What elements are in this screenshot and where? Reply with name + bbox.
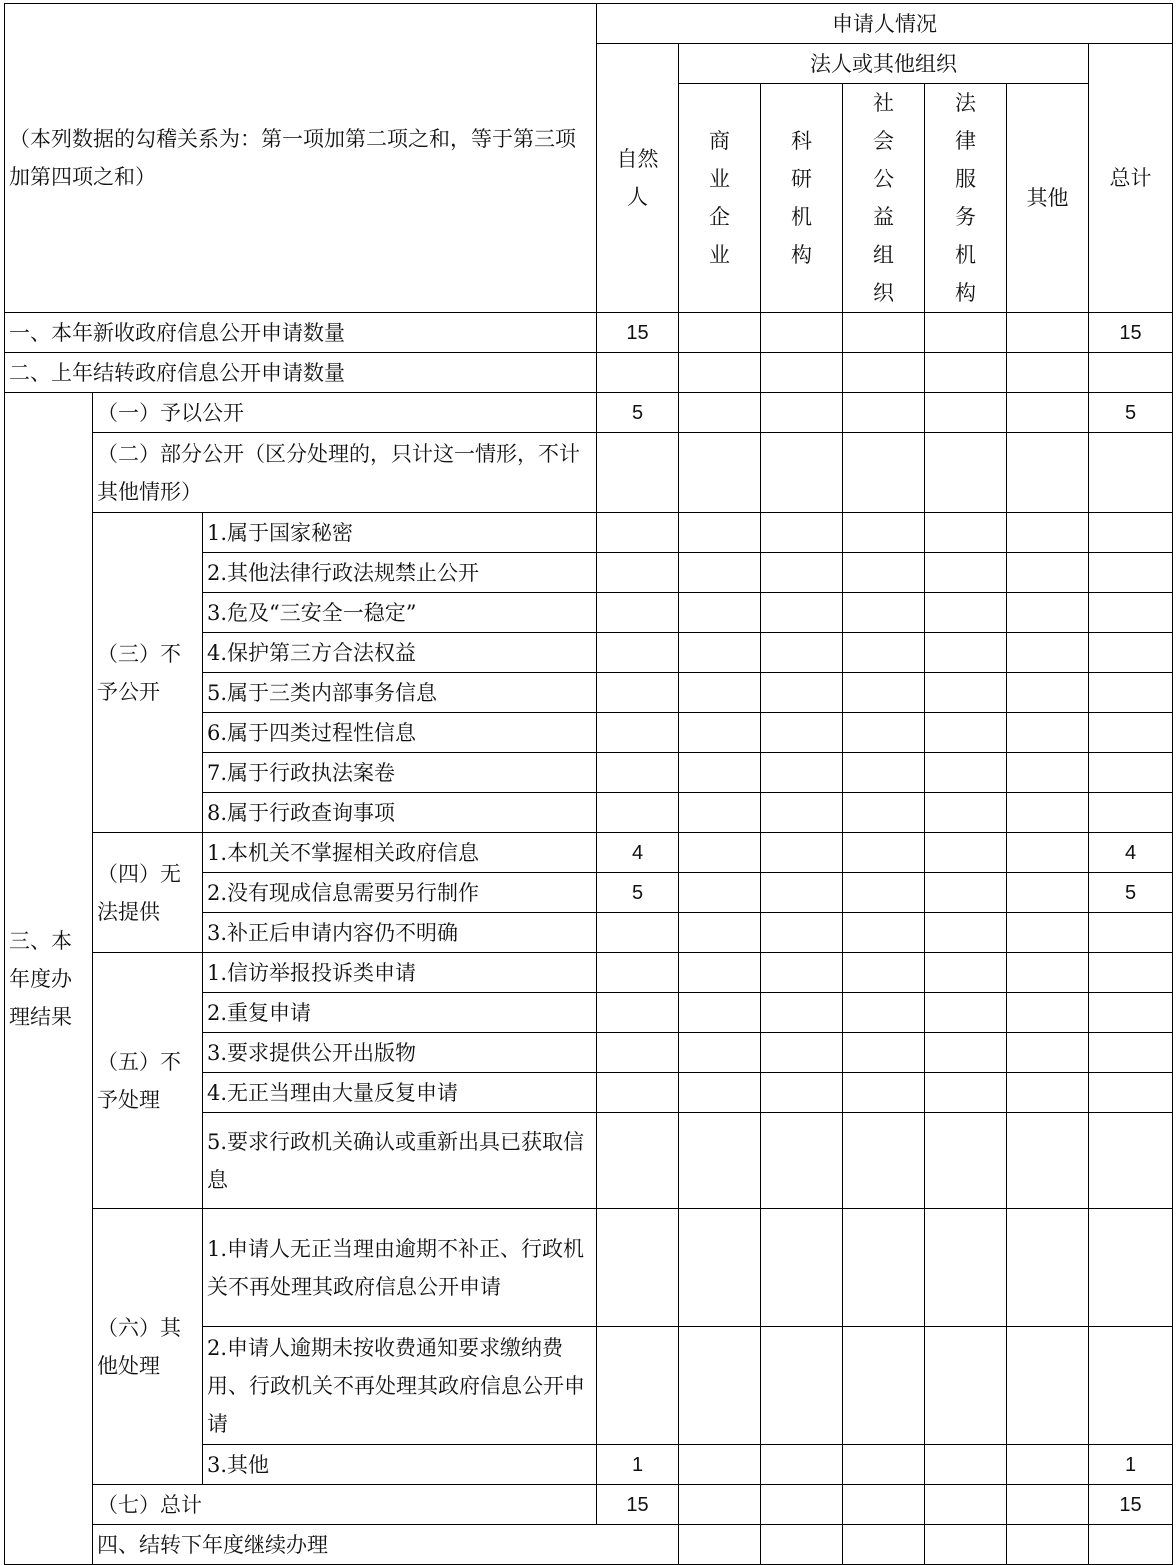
cell-empty — [1089, 673, 1173, 713]
cell-empty — [1007, 793, 1089, 833]
cell-empty — [679, 593, 761, 633]
cell-empty — [843, 953, 925, 993]
cell-empty — [843, 793, 925, 833]
cell-empty — [761, 753, 843, 793]
cell-empty — [843, 753, 925, 793]
cell-empty — [679, 1209, 761, 1327]
cell-total: 4 — [1089, 833, 1173, 873]
cell-empty — [679, 833, 761, 873]
cell-empty — [1007, 433, 1089, 513]
cell-empty — [925, 1073, 1007, 1113]
cell-empty — [597, 1033, 679, 1073]
cell-total — [1089, 353, 1173, 393]
cell-natural: 15 — [597, 1485, 679, 1525]
cell-empty — [1089, 753, 1173, 793]
item-label: 3.补正后申请内容仍不明确 — [203, 913, 597, 953]
group-6-label: （六）其他处理 — [93, 1209, 203, 1485]
cell-empty — [679, 313, 761, 353]
cell-empty — [1007, 753, 1089, 793]
cell-empty — [1089, 633, 1173, 673]
cell-empty — [925, 913, 1007, 953]
cell-empty — [761, 1209, 843, 1327]
cell-empty — [1007, 993, 1089, 1033]
cell-empty — [679, 633, 761, 673]
cell-empty — [679, 913, 761, 953]
item-label: 5.属于三类内部事务信息 — [203, 673, 597, 713]
cell-empty — [679, 1073, 761, 1113]
cell-empty — [843, 993, 925, 1033]
cell-empty — [1007, 1525, 1089, 1565]
cell-empty — [679, 1033, 761, 1073]
cell-empty — [597, 553, 679, 593]
cell-empty — [761, 1327, 843, 1445]
cell-empty — [597, 1113, 679, 1209]
cell-empty — [1007, 713, 1089, 753]
item-label: 1.属于国家秘密 — [203, 513, 597, 553]
row-label: 一、本年新收政府信息公开申请数量 — [5, 313, 597, 353]
cell-empty — [761, 1525, 843, 1565]
cell-empty — [1007, 633, 1089, 673]
cell-empty — [925, 393, 1007, 433]
item-label: 2.重复申请 — [203, 993, 597, 1033]
table-row — [5, 353, 1173, 393]
cell-empty — [1089, 553, 1173, 593]
cell-empty — [679, 713, 761, 753]
cell-empty — [1007, 873, 1089, 913]
cell-empty — [1007, 1073, 1089, 1113]
item-label: 2.没有现成信息需要另行制作 — [203, 873, 597, 913]
cell-natural — [597, 913, 679, 953]
cell-empty — [925, 1113, 1007, 1209]
gov-info-disclosure-table — [4, 3, 1173, 1565]
cell-empty — [843, 313, 925, 353]
cell-natural — [597, 353, 679, 393]
cell-empty — [761, 353, 843, 393]
cell-empty — [843, 1113, 925, 1209]
cell-empty — [1007, 513, 1089, 553]
cell-empty — [597, 713, 679, 753]
cell-empty — [843, 353, 925, 393]
item-label: 3.其他 — [203, 1445, 597, 1485]
item-label: 1.申请人无正当理由逾期不补正、行政机关不再处理其政府信息公开申请 — [203, 1209, 597, 1327]
cell-natural: 5 — [597, 393, 679, 433]
cell-empty — [1007, 673, 1089, 713]
cell-empty — [925, 793, 1007, 833]
cell-natural — [597, 1327, 679, 1445]
cell-empty — [925, 433, 1007, 513]
cell-empty — [761, 593, 843, 633]
item-label: 5.要求行政机关确认或重新出具已获取信息 — [203, 1113, 597, 1209]
header-legal-org: 法人或其他组织 — [679, 44, 1089, 84]
cell-natural: 5 — [597, 873, 679, 913]
cell-empty — [1089, 513, 1173, 553]
table-row — [5, 1209, 1173, 1327]
cell-empty — [761, 1073, 843, 1113]
item-label: 8.属于行政查询事项 — [203, 793, 597, 833]
item-label: 7.属于行政执法案卷 — [203, 753, 597, 793]
group-1-label: （一）予以公开 — [93, 393, 597, 433]
cell-empty — [679, 1327, 761, 1445]
cell-empty — [1007, 393, 1089, 433]
cell-empty — [925, 673, 1007, 713]
header-commercial-text: 商业企业 — [709, 129, 730, 267]
header-commercial — [679, 84, 761, 313]
report-container — [4, 3, 1173, 1565]
header-other: 其他 — [1007, 84, 1089, 313]
cell-empty — [761, 953, 843, 993]
header-applicant-situation: 申请人情况 — [597, 4, 1173, 44]
header-legal-service-text: 法律服务机构 — [955, 91, 976, 305]
header-research-text: 科研机构 — [791, 129, 812, 267]
cell-empty — [925, 353, 1007, 393]
cell-empty — [761, 833, 843, 873]
cell-empty — [925, 1033, 1007, 1073]
cell-empty — [925, 593, 1007, 633]
cell-empty — [761, 433, 843, 513]
cell-empty — [843, 673, 925, 713]
cell-empty — [1007, 1113, 1089, 1209]
header-social-text: 社会公益组织 — [873, 91, 894, 305]
cell-empty — [679, 353, 761, 393]
cell-empty — [597, 673, 679, 713]
group-3-label: （三）不予公开 — [93, 513, 203, 833]
cell-empty — [1089, 1113, 1173, 1209]
cell-empty — [1089, 1073, 1173, 1113]
cell-empty — [843, 553, 925, 593]
cell-empty — [843, 1485, 925, 1525]
table-note-text: （本列数据的勾稽关系为：第一项加第二项之和，等于第三项加第四项之和） — [9, 127, 576, 189]
cell-total — [1089, 913, 1173, 953]
cell-empty — [679, 1485, 761, 1525]
cell-empty — [597, 1073, 679, 1113]
cell-empty — [1007, 953, 1089, 993]
item-label: 2.其他法律行政法规禁止公开 — [203, 553, 597, 593]
row-label: 二、上年结转政府信息公开申请数量 — [5, 353, 597, 393]
cell-empty — [761, 873, 843, 913]
item-label: 3.危及“三安全一稳定” — [203, 593, 597, 633]
cell-empty — [925, 313, 1007, 353]
cell-empty — [925, 553, 1007, 593]
cell-empty — [925, 1445, 1007, 1485]
header-legal-service — [925, 84, 1007, 313]
item-label: 1.信访举报投诉类申请 — [203, 953, 597, 993]
cell-empty — [1007, 1209, 1089, 1327]
cell-empty — [843, 873, 925, 913]
cell-empty — [679, 993, 761, 1033]
cell-empty — [843, 833, 925, 873]
cell-empty — [843, 1525, 925, 1565]
cell-empty — [679, 793, 761, 833]
item-label: 3.要求提供公开出版物 — [203, 1033, 597, 1073]
cell-empty — [843, 1209, 925, 1327]
cell-empty — [843, 913, 925, 953]
group-5-label: （五）不予处理 — [93, 953, 203, 1209]
cell-empty — [1089, 953, 1173, 993]
cell-empty — [925, 1327, 1007, 1445]
item-label: 4.无正当理由大量反复申请 — [203, 1073, 597, 1113]
cell-empty — [679, 1445, 761, 1485]
cell-empty — [1089, 793, 1173, 833]
cell-natural — [679, 1525, 761, 1565]
cell-empty — [679, 953, 761, 993]
row-label: 四、结转下年度继续办理 — [93, 1525, 679, 1565]
cell-natural: 15 — [597, 313, 679, 353]
cell-empty — [925, 953, 1007, 993]
cell-empty — [761, 393, 843, 433]
cell-total: 5 — [1089, 393, 1173, 433]
cell-empty — [761, 313, 843, 353]
item-label: 1.本机关不掌握相关政府信息 — [203, 833, 597, 873]
header-natural-person — [597, 44, 679, 313]
cell-empty — [761, 633, 843, 673]
cell-empty — [925, 1209, 1007, 1327]
cell-empty — [1007, 1445, 1089, 1485]
table-row — [5, 433, 1173, 513]
cell-empty — [925, 513, 1007, 553]
cell-natural: 1 — [597, 1445, 679, 1485]
cell-empty — [843, 513, 925, 553]
cell-empty — [597, 953, 679, 993]
cell-empty — [1089, 1033, 1173, 1073]
cell-empty — [761, 673, 843, 713]
cell-empty — [843, 1073, 925, 1113]
cell-empty — [597, 633, 679, 673]
table-row — [5, 833, 1173, 873]
cell-empty — [1007, 1033, 1089, 1073]
cell-empty — [1007, 1327, 1089, 1445]
cell-total — [1089, 1209, 1173, 1327]
cell-empty — [597, 993, 679, 1033]
cell-empty — [761, 1485, 843, 1525]
section-3-label — [5, 393, 93, 1565]
cell-empty — [761, 513, 843, 553]
cell-empty — [925, 753, 1007, 793]
cell-empty — [679, 553, 761, 593]
cell-empty — [597, 593, 679, 633]
header-social — [843, 84, 925, 313]
cell-empty — [925, 1485, 1007, 1525]
cell-empty — [1089, 1525, 1173, 1565]
cell-empty — [761, 1445, 843, 1485]
cell-empty — [925, 873, 1007, 913]
item-label: 4.保护第三方合法权益 — [203, 633, 597, 673]
table-row — [5, 513, 1173, 553]
cell-empty — [679, 673, 761, 713]
cell-empty — [1007, 833, 1089, 873]
table-row — [5, 393, 1173, 433]
cell-empty — [925, 833, 1007, 873]
cell-empty — [679, 393, 761, 433]
table-row — [5, 313, 1173, 353]
cell-empty — [679, 753, 761, 793]
table-note — [5, 4, 597, 313]
cell-empty — [843, 593, 925, 633]
cell-total — [1089, 1327, 1173, 1445]
table-row — [5, 1525, 1173, 1565]
cell-empty — [1007, 553, 1089, 593]
cell-empty — [843, 433, 925, 513]
cell-empty — [761, 1113, 843, 1209]
cell-empty — [1089, 433, 1173, 513]
cell-empty — [1007, 1485, 1089, 1525]
cell-empty — [679, 433, 761, 513]
cell-empty — [761, 553, 843, 593]
cell-empty — [597, 513, 679, 553]
cell-empty — [1007, 913, 1089, 953]
group-7-label: （七）总计 — [93, 1485, 597, 1525]
cell-empty — [761, 793, 843, 833]
cell-empty — [843, 633, 925, 673]
header-research — [761, 84, 843, 313]
cell-empty — [843, 1033, 925, 1073]
cell-empty — [679, 513, 761, 553]
cell-total: 15 — [1089, 1485, 1173, 1525]
header-total: 总计 — [1089, 44, 1173, 313]
header-natural-person-text: 自然人 — [616, 147, 659, 209]
cell-empty — [843, 1327, 925, 1445]
cell-empty — [843, 393, 925, 433]
cell-empty — [843, 713, 925, 753]
cell-empty — [1089, 993, 1173, 1033]
item-label: 2.申请人逾期未按收费通知要求缴纳费用、行政机关不再处理其政府信息公开申请 — [203, 1327, 597, 1445]
section-3-label-text: 三、本年度办理结果 — [9, 928, 72, 1029]
cell-empty — [679, 1113, 761, 1209]
cell-empty — [761, 713, 843, 753]
table-row — [5, 953, 1173, 993]
cell-empty — [1007, 353, 1089, 393]
cell-empty — [1089, 713, 1173, 753]
table-row — [5, 1485, 1173, 1525]
cell-empty — [597, 793, 679, 833]
cell-empty — [925, 633, 1007, 673]
cell-empty — [843, 1445, 925, 1485]
cell-empty — [925, 1525, 1007, 1565]
cell-empty — [1007, 313, 1089, 353]
group-4-label: （四）无法提供 — [93, 833, 203, 953]
cell-empty — [761, 1033, 843, 1073]
cell-empty — [1007, 593, 1089, 633]
cell-total: 1 — [1089, 1445, 1173, 1485]
group-2-label: （二）部分公开（区分处理的，只计这一情形，不计其他情形） — [93, 433, 597, 513]
cell-empty — [679, 873, 761, 913]
cell-empty — [597, 753, 679, 793]
cell-empty — [1089, 593, 1173, 633]
cell-empty — [925, 993, 1007, 1033]
item-label: 6.属于四类过程性信息 — [203, 713, 597, 753]
cell-empty — [761, 993, 843, 1033]
cell-empty — [597, 433, 679, 513]
cell-total: 15 — [1089, 313, 1173, 353]
cell-empty — [925, 713, 1007, 753]
cell-total: 5 — [1089, 873, 1173, 913]
cell-natural — [597, 1209, 679, 1327]
cell-natural: 4 — [597, 833, 679, 873]
cell-empty — [761, 913, 843, 953]
